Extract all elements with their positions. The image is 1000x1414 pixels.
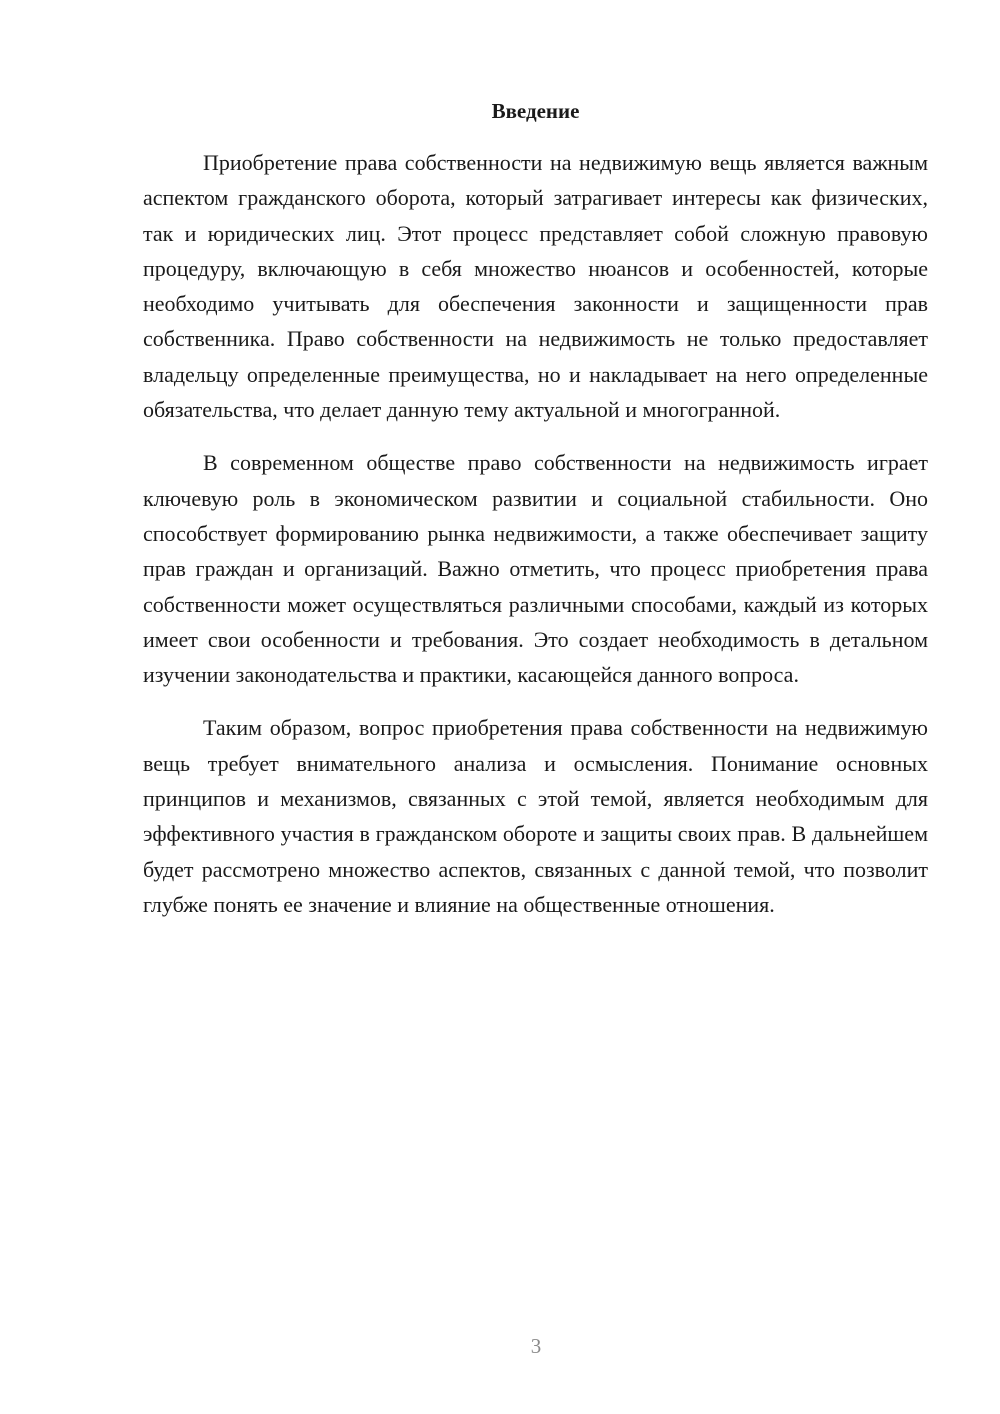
page-title: Введение bbox=[491, 99, 580, 123]
paragraph-1: Приобретение права собственности на недвижимую вещь является важным аспектом гражданского оборота, который затрагивает интересы как физических, так и юридических лиц. Этот процесс представляет собой сложную правовую процедуру, включающую в себя множество нюансов и особенностей, которые необходимо учитывать для обеспечения законности и защищенности прав собственника. Право собственности на недвижимость не только предоставляет владельцу определенные преимущества, но и накладывает на него определенные обязательства, что делает данную тему актуальной и многогранной. bbox=[143, 150, 928, 423]
paragraph-2: В современном обществе право собственности на недвижимость играет ключевую роль в экономическом развитии и социальной стабильности. Оно способствует формированию рынка недвижимости, а также обеспечивает защиту прав граждан и организаций. Важно отметить, что процесс приобретения права собственности может осуществляться различными способами, каждый из которых имеет свои особенности и требования. Это создает необходимость в детальном изучении законодательства и практики, касающейся данного вопроса. bbox=[143, 450, 928, 688]
paragraph-3: Таким образом, вопрос приобретения права собственности на недвижимую вещь требует внимательного анализа и осмысления. Понимание основных принципов и механизмов, связанных с этой темой, является необходимым для эффективного участия в гражданском обороте и защиты своих прав. В дальнейшем будет рассмотрено множество аспектов, связанных с данной темой, что позволит глубже понять ее значение и влияние на общественные отношения. bbox=[143, 715, 928, 917]
page-number: 3 bbox=[530, 1334, 542, 1358]
body-text bbox=[143, 145, 928, 940]
